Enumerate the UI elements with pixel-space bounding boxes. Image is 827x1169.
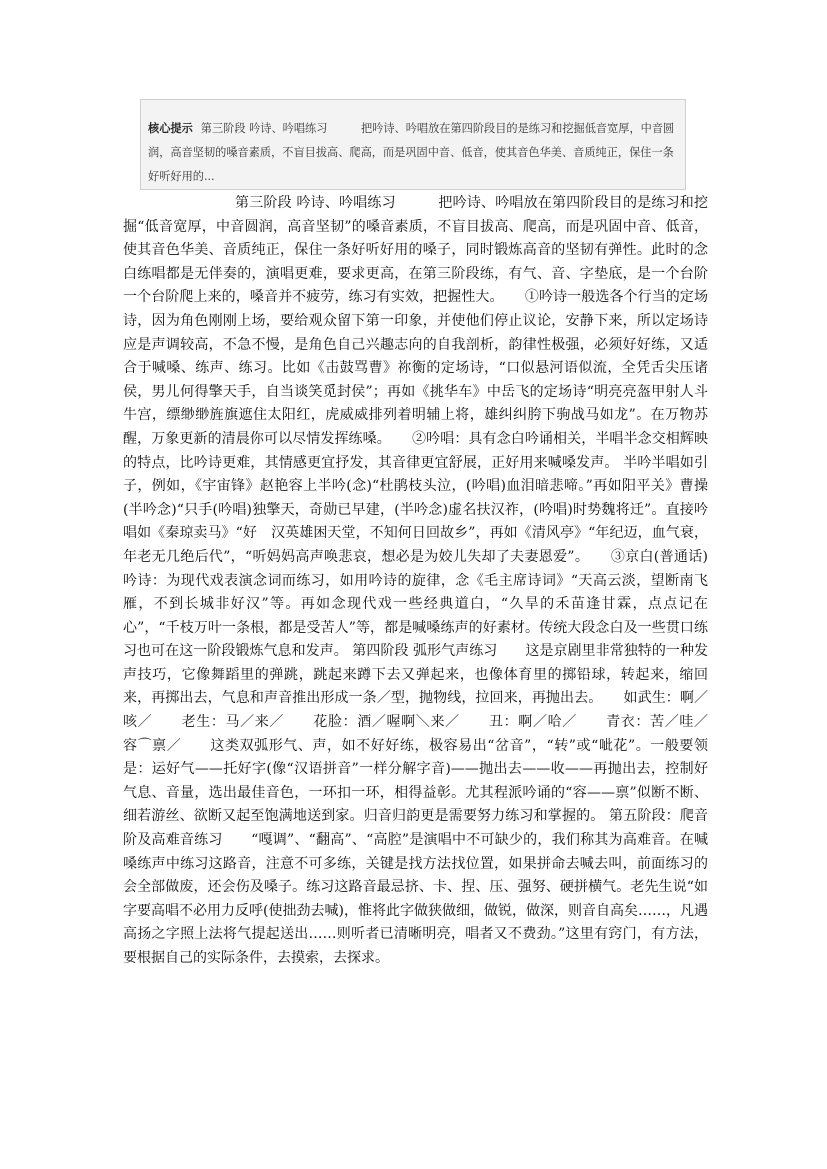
article-paragraph: 第三阶段 吟诗、吟唱练习 把吟诗、吟唱放在第四阶段目的是练习和挖掘“低音宽厚，中音圆润，高音坚韧”的嗓音素质，不盲目拔高、爬高，而是巩固中音、低音，使其音色华美、音质纯正，保住一条好听好用的嗓子，同时锻炼高音的坚韧有弹性。此时的念白练唱都是无伴奏的，演唱更难，要求更高，在第三阶段练，有气、音、字垫底，是一个台阶一个台阶爬上来的，嗓音并不疲劳，练习有实效，把握性大。 ①吟诗一般选各个行当的定场诗，因为角色刚刚上场，要给观众留下第一印象，并使他们停止议论，安静下来，所以定场诗应是声调较高，不急不慢，是角色自己兴趣志向的自我剖析，韵律性极强，必须好好练，又适合于喊嗓、练声、练习。比如《击鼓骂曹》祢衡的定场诗，“口似悬河语似流，全凭舌尖压诸侯，男儿何得擎天手，自当谈笑觅封侯”；再如《挑华车》中岳飞的定场诗“明亮亮盔甲射人斗牛宫，缥缈缈旌旗遮住太阳红，虎威威排列着明辅上将，雄纠纠胯下驹战马如龙”。在万物苏醒，万象更新的清晨你可以尽情发挥练嗓。 ②吟唱：具有念白吟诵相关，半唱半念交相辉映的特点，比吟诗更难，其情感更宜抒发，其音律更宜舒展，正好用来喊嗓发声。 半吟半唱如引子，例如，《宇宙锋》赵艳容上半吟(念)“杜鹃枝头泣，(吟唱)血泪暗悲啼。”再如阳平关》曹操(半吟念)“只手(吟唱)独擎天，奇勋已早建，(半吟念)虚名扶汉祚，(吟唱)时势魏将迁”。直接吟唱如《秦琼卖马》“好 汉英雄困天堂，不知何日回故乡”，再如《清风亭》“年纪迈，血气衰，年老无几绝后代”，“听妈妈高声唤悲哀，想必是为姣儿失却了夫妻恩爱”。 ③京白(普通话)吟诗：为现代戏表演念词而练习，如用吟诗的旋律，念《毛主席诗词》“天高云淡，望断南飞雁，不到长城非好汉”等。再如念现代戏一些经典道白，“久旱的禾苗逢甘霖，点点记在心”，“千枝万叶一条根，都是受苦人”等，都是喊嗓练声的好素材。传统大段念白及一些贯口练习也可在这一阶段锻炼气息和发声。 第四阶段 弧形气声练习 这是京剧里非常独特的一种发声技巧，它像舞蹈里的弹跳，跳起来蹲下去又弹起来，也像体育里的掷铅球，转起来，缩回来，再掷出去，气息和声音推出形成一条／型，抛物线，拉回来，再抛出去。 如武生：啊／咳／ 老生：马／来／ 花脸：酒／喔啊＼来／ 丑：啊／哈／ 青衣：苦／哇／ 容⌒禀／ 这类双弧形气、声，如不好好练，极容易出“岔音”，“转”或“呲花”。一般要领是：运好气——托好字(像“汉语拼音”一样分解字音)——抛出去——收——再抛出去，控制好气息、音量，选出最佳音色，一环扣一环，相得益彰。尤其程派吟诵的“容——禀”似断不断、细若游丝、欲断又起至饱满地送到家。归音归韵更是需要努力练习和掌握的。 第五阶段：爬音阶及高难音练习 “嘎调”、“翻高”、“高腔”是演唱中不可缺少的，我们称其为高难音。在喊嗓练声中练习这路音，注意不可多练，关键是找方法找位置，如果拼命去喊去叫，前面练习的会全部做废，还会伤及嗓子。练习这路音最忌挤、卡、捏、压、强努、硬拼横气。老先生说“如字要高唱不必用力反呼(使拙劲去喊)，惟将此字做狭做细，做锐，做深，则音自高矣……，凡遇高扬之字照上法将气提起送出……则听者已清晰明亮，唱者又不费劲。”这里有窍门，有方法，要根据自己的实际条件，去摸索，去探求。	[123, 195, 736, 966]
article-body	[123, 192, 736, 971]
summary-box	[140, 99, 686, 190]
summary-label: 核心提示	[148, 121, 193, 135]
summary-text: 第三阶段 吟诗、吟唱练习 把吟诗、吟唱放在第四阶段目的是练习和挖掘低音宽厚，中音圆润，高音坚韧的嗓音素质，不盲目拔高、爬高，而是巩固中音、低音，使其音色华美、音质纯正，保住一条好听好用的...	[148, 122, 675, 183]
